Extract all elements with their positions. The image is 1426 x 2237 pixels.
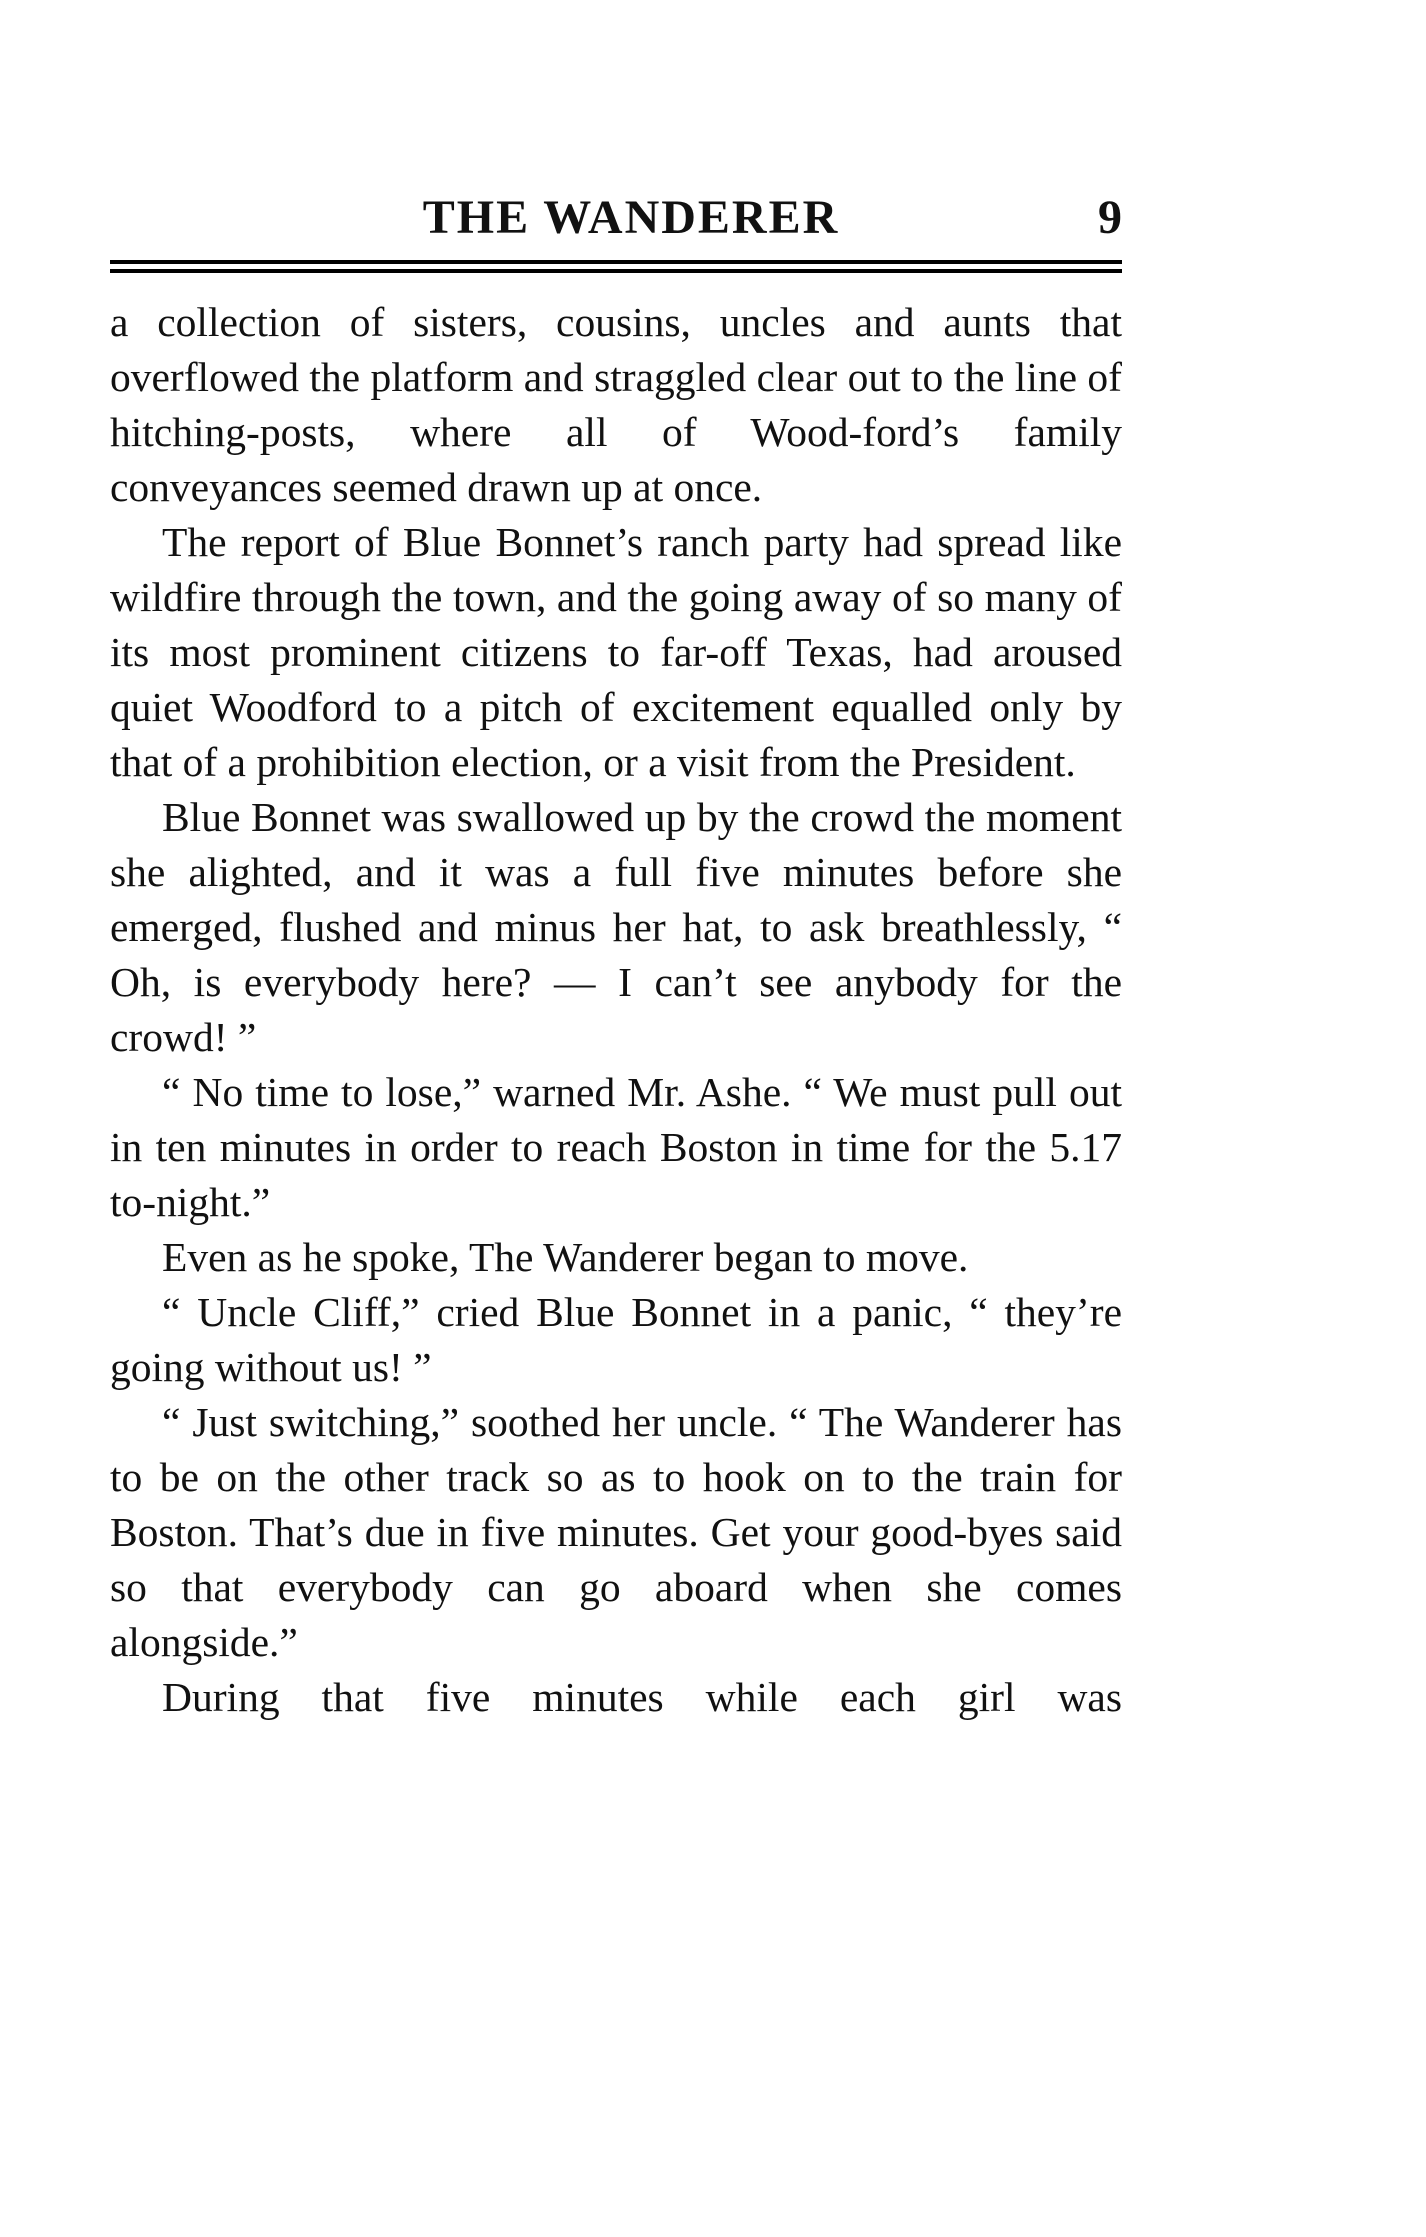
paragraph: “ Uncle Cliff,” cried Blue Bonnet in a panic, “ they’re going without us! ” [110,1289,1122,1390]
paragraph: The report of Blue Bonnet’s ranch party had spread like wildfire through the town, and the going away of so many of its most prominent citizens to far-off Texas, had aroused quiet Woodford to a pitch of excitement equalled only by that of a prohibition election, or a visit from the President. [110,519,1122,785]
header-rule-top [110,260,1122,264]
running-title: THE WANDERER [422,191,840,244]
paragraph: Blue Bonnet was swallowed up by the crowd the moment she alighted, and it was a full five minutes before she emerged, flushed and minus her hat, to ask breathlessly, “ Oh, is everybody here? — I can’t see anybody for the crowd! ” [110,794,1122,1060]
paragraph: “ Just switching,” soothed her uncle. “ The Wanderer has to be on the other track so as to hook on to the train for Boston. That’s due in five minutes. Get your good-byes said so that everybody can go aboard when she comes alongside.” [110,1399,1122,1665]
page-number: 9 [1098,191,1122,244]
book-page [110,180,1122,1725]
paragraph: a collection of sisters, cousins, uncles and aunts that overflowed the platform and straggled clear out to the line of hitching-posts, where all of Wood-ford’s family conveyances seemed drawn up at once. [110,299,1122,510]
body-text [110,295,1122,1725]
header-rule-bottom [110,269,1122,273]
paragraph: “ No time to lose,” warned Mr. Ashe. “ We must pull out in ten minutes in order to reach Boston in time for the 5.17 to-night.” [110,1069,1122,1225]
header-double-rule [110,260,1122,273]
paragraph: During that five minutes while each girl was [162,1674,1122,1720]
running-head [110,180,1122,256]
paragraph: Even as he spoke, The Wanderer began to move. [162,1234,969,1280]
